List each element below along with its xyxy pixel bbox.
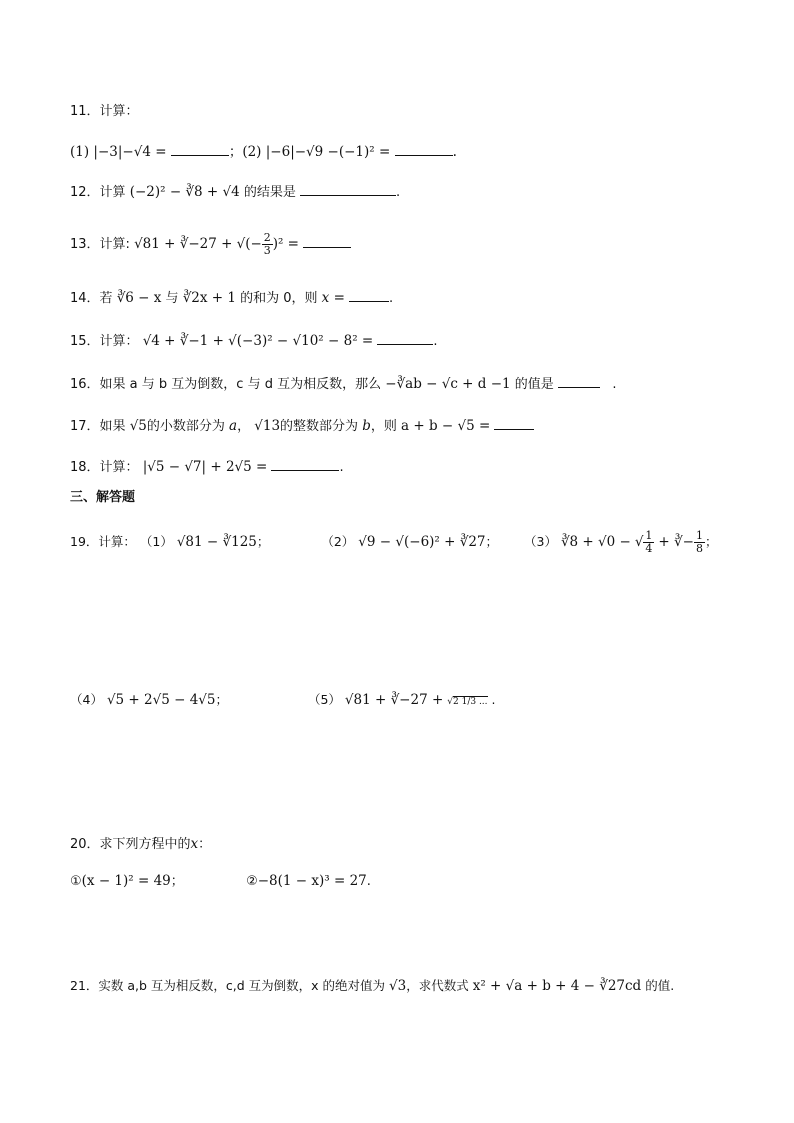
- q15-label: 15．计算：: [70, 334, 139, 349]
- q13-label: 13．计算:: [70, 237, 130, 252]
- q20-eq1-mark: ①: [70, 874, 82, 889]
- question-17: [70, 415, 534, 437]
- q19-part5-nested-root: √2 1/3 ...: [447, 697, 488, 707]
- q19-part4-mark: （4）: [70, 692, 103, 707]
- q14-label: 14．若: [70, 291, 113, 306]
- q11-part1-expr: |−3|−√4 =: [93, 144, 167, 160]
- question-18: [70, 456, 344, 478]
- q19-semi-1: ；: [256, 534, 270, 549]
- q19-part4-expr: √5 + 2√5 − 4√5: [106, 692, 216, 708]
- q16-tail: 的值是: [514, 377, 554, 392]
- q17-t2: ，: [237, 419, 251, 434]
- q17-root13: √13: [254, 418, 281, 434]
- q19-part3-mark: （3）: [524, 534, 557, 549]
- question-11-title: [70, 102, 139, 122]
- q20-var: x: [190, 836, 199, 852]
- question-20-title: [70, 834, 211, 855]
- q13-tail: =: [287, 236, 299, 252]
- q19-semi-2: ；: [485, 534, 499, 549]
- q21-expr: x² + √a + b + 4 − ∛27cd: [472, 978, 642, 994]
- q19-part1-mark: （1）: [139, 534, 173, 549]
- q19-part3-expr: ∛8 + √0 −: [560, 534, 631, 550]
- q17-t1: 的小数部分为: [146, 419, 225, 434]
- q19-f2-num: 1: [695, 529, 703, 542]
- q14-var: x =: [321, 290, 345, 306]
- q15-answer-blank[interactable]: [377, 330, 433, 345]
- q16-end: .: [612, 377, 617, 392]
- q21-tail: 的值.: [645, 978, 675, 993]
- q19-semi-3: ；: [704, 534, 718, 549]
- q15-end: .: [433, 334, 438, 349]
- q11-separator: ；(2): [228, 144, 262, 160]
- question-21: [70, 976, 674, 996]
- q14-answer-blank[interactable]: [349, 287, 389, 302]
- q21-abs: √3: [389, 978, 407, 994]
- q20-eq2: −8(1 − x)³ = 27: [257, 873, 367, 889]
- q12-expr: (−2)² − ∛8 + √4: [129, 184, 240, 200]
- q19-part5-inner: 2 1/3 ...: [453, 697, 488, 707]
- q11-answer-blank-1[interactable]: [171, 141, 229, 156]
- q17-root5: √5: [129, 418, 147, 434]
- q12-tail: 的结果是: [243, 185, 296, 200]
- q20-eq1: (x − 1)² = 49: [81, 873, 171, 889]
- question-19-row1: [70, 530, 717, 555]
- question-19-row2: [70, 690, 496, 712]
- q19-f1-den: 4: [645, 542, 653, 555]
- q13-frac-den: 3: [263, 244, 271, 257]
- q17-label: 17．如果: [70, 419, 126, 434]
- q19-f1-num: 1: [645, 529, 653, 542]
- q18-label: 18．计算：: [70, 460, 139, 475]
- q16-expr: −∛ab − √c + d −1: [385, 376, 511, 392]
- q19-part5-expr: √81 + ∛−27 +: [344, 692, 444, 708]
- q15-expr: √4 + ∛−1 + √(−3)² − √10² − 8² =: [142, 333, 374, 349]
- q20-eq2-mark: ②: [246, 874, 258, 889]
- q14-mid2: 的和为 0，则: [240, 291, 318, 306]
- q19-part1-expr: √81 − ∛125: [176, 534, 257, 550]
- q14-expr-a: ∛6 − x: [116, 290, 162, 306]
- q11-label: 11．计算：: [70, 104, 139, 119]
- q14-mid1: 与: [165, 291, 179, 306]
- question-11-body: [70, 141, 457, 162]
- q19-end: .: [491, 692, 496, 707]
- q19-f2-den: 8: [695, 542, 703, 555]
- question-20-body: [70, 871, 371, 892]
- question-12: [70, 181, 400, 203]
- q19-part2-mark: （2）: [321, 534, 355, 549]
- section3-title: 三、解答题: [70, 490, 136, 505]
- q17-t4: ，则: [370, 419, 397, 434]
- q19-part3-root-frac-2: + ∛− $\frac{1}{8}$: [658, 529, 703, 555]
- q19-label: 19．计算：: [70, 534, 136, 549]
- q13-neg: −: [250, 236, 262, 252]
- q19-part2-expr: √9 − √(−6)² + ∛27: [358, 534, 486, 550]
- q18-end: .: [339, 460, 344, 475]
- q18-expr: |√5 − √7| + 2√5 =: [142, 459, 268, 475]
- q13-frac-num: 2: [263, 231, 271, 244]
- q13-expr: √81 + ∛−27 +: [134, 236, 233, 252]
- q12-end: .: [396, 185, 401, 200]
- q21-t1: ，求代数式: [406, 978, 469, 993]
- q14-expr-b: ∛2x + 1: [182, 290, 236, 306]
- q11-answer-blank-2[interactable]: [395, 141, 453, 156]
- q12-answer-blank[interactable]: [300, 181, 396, 196]
- q16-label: 16．如果 a 与 b 互为倒数，c 与 d 互为相反数，那么: [70, 377, 382, 392]
- q17-answer-blank[interactable]: [494, 415, 534, 430]
- q11-part1-mark: (1): [70, 144, 90, 160]
- q20-semi: ；: [170, 874, 184, 889]
- q13-radical: √(− $\frac{2}{3}$ )²: [236, 231, 284, 257]
- q20-end: .: [366, 874, 371, 889]
- q16-answer-blank[interactable]: [558, 373, 600, 388]
- q19-part3-root-frac-1: √ $\frac{1}{4}$: [634, 529, 653, 555]
- q14-end: .: [389, 291, 394, 306]
- question-13: [70, 232, 351, 257]
- q19-part5-mark: （5）: [307, 692, 341, 707]
- question-14: [70, 287, 393, 309]
- q17-expr: a + b − √5 =: [401, 418, 491, 434]
- q20-colon: ：: [198, 837, 212, 852]
- question-15: [70, 330, 437, 352]
- q17-var-b: b: [362, 418, 371, 434]
- question-16: [70, 373, 616, 395]
- q13-answer-blank[interactable]: [303, 233, 351, 248]
- q17-var-a: a: [229, 418, 238, 434]
- section-title: [70, 488, 135, 508]
- q13-fraction: [262, 232, 273, 257]
- q18-answer-blank[interactable]: [271, 456, 339, 471]
- q20-label: 20．求下列方程中的: [70, 837, 191, 852]
- q17-t3: 的整数部分为: [280, 419, 359, 434]
- q19-semi-4: ；: [215, 692, 228, 707]
- q11-part2-expr: |−6|−√9 −(−1)² =: [265, 144, 391, 160]
- q11-end: .: [452, 144, 457, 160]
- q12-label: 12．计算: [70, 185, 126, 200]
- q21-label: 21．实数 a,b 互为相反数，c,d 互为倒数，x 的绝对值为: [70, 978, 386, 993]
